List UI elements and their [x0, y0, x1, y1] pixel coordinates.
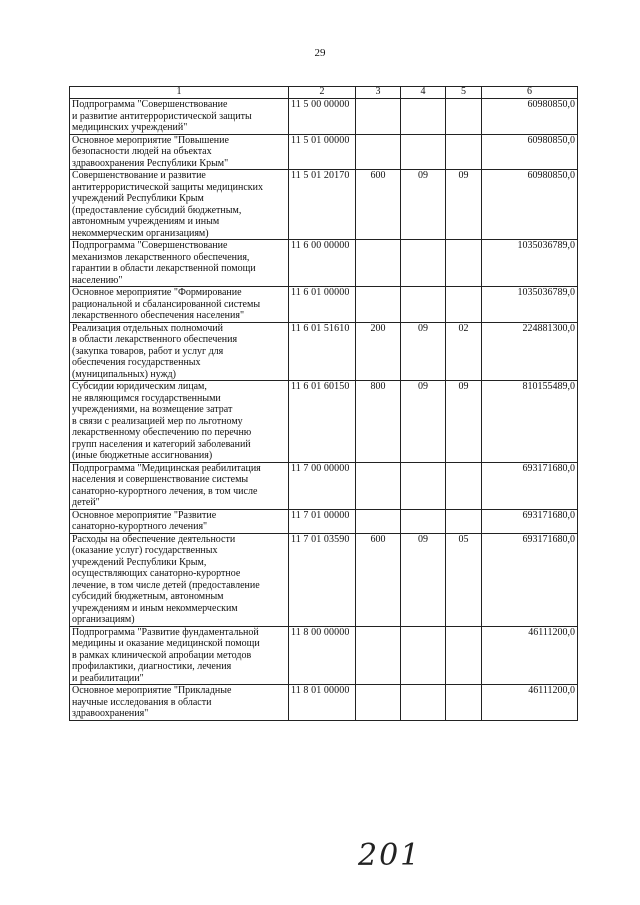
row-col5-cell — [446, 626, 482, 685]
row-code-cell: 11 5 00 00000 — [289, 99, 356, 135]
row-col5-cell — [446, 134, 482, 170]
row-sum-cell: 60980850,0 — [482, 134, 578, 170]
row-name-cell: Подпрограмма "Медицинская реабилитация населения и совершенствование системы санаторно-курортного лечения, в том числе детей" — [70, 462, 289, 509]
row-code-cell: 11 6 01 51610 — [289, 322, 356, 381]
row-col3-cell — [356, 134, 401, 170]
row-code-cell: 11 7 00 00000 — [289, 462, 356, 509]
row-col3-cell: 600 — [356, 533, 401, 626]
row-col4-cell: 09 — [401, 322, 446, 381]
row-sum-cell: 693171680,0 — [482, 462, 578, 509]
row-code-cell: 11 8 00 00000 — [289, 626, 356, 685]
row-col3-cell — [356, 99, 401, 135]
table-row — [70, 685, 578, 721]
row-col3-cell — [356, 509, 401, 533]
row-sum-cell: 1035036789,0 — [482, 240, 578, 287]
row-col3-cell — [356, 240, 401, 287]
row-col4-cell — [401, 240, 446, 287]
row-col5-cell — [446, 99, 482, 135]
row-col5-cell: 09 — [446, 170, 482, 240]
table-row — [70, 170, 578, 240]
row-col3-cell: 200 — [356, 322, 401, 381]
row-sum-cell: 810155489,0 — [482, 381, 578, 463]
row-col4-cell — [401, 134, 446, 170]
row-name-cell: Реализация отдельных полномочий в области лекарственного обеспечения (закупка товаров, работ и услуг для обеспечения государственных (муниципальных) нужд) — [70, 322, 289, 381]
row-sum-cell: 46111200,0 — [482, 685, 578, 721]
table-row — [70, 240, 578, 287]
header-cell: 1 — [70, 87, 289, 99]
table-header-row — [70, 87, 578, 99]
row-code-cell: 11 7 01 00000 — [289, 509, 356, 533]
row-col3-cell — [356, 685, 401, 721]
row-sum-cell: 60980850,0 — [482, 170, 578, 240]
header-cell: 5 — [446, 87, 482, 99]
row-name-cell: Совершенствование и развитие антитеррористической защиты медицинских учреждений Республики Крым (предоставление субсидий бюджетным, автономным учреждениям и иным некоммерческим организациям) — [70, 170, 289, 240]
budget-table — [69, 86, 578, 721]
row-col3-cell: 600 — [356, 170, 401, 240]
row-name-cell: Субсидии юридическим лицам, не являющимся государственными учреждениями, на возмещение затрат в связи с реализацией мер по льготному лекарственному обеспечению по перечню групп населения и категорий заболеваний (иные бюджетные ассигнования) — [70, 381, 289, 463]
row-col5-cell — [446, 287, 482, 323]
row-sum-cell: 46111200,0 — [482, 626, 578, 685]
header-cell: 4 — [401, 87, 446, 99]
table-row — [70, 322, 578, 381]
row-code-cell: 11 6 01 60150 — [289, 381, 356, 463]
row-sum-cell: 693171680,0 — [482, 509, 578, 533]
row-code-cell: 11 5 01 20170 — [289, 170, 356, 240]
row-code-cell: 11 8 01 00000 — [289, 685, 356, 721]
row-col4-cell — [401, 626, 446, 685]
row-name-cell: Подпрограмма "Развитие фундаментальной медицины и оказание медицинской помощи в рамках клинической апробации методов профилактики, диагностики, лечения и реабилитации" — [70, 626, 289, 685]
row-col5-cell — [446, 509, 482, 533]
row-col3-cell — [356, 287, 401, 323]
row-col4-cell: 09 — [401, 533, 446, 626]
row-name-cell: Подпрограмма "Совершенствование механизмов лекарственного обеспечения, гарантии в области лекарственной помощи населению" — [70, 240, 289, 287]
table-row — [70, 99, 578, 135]
row-code-cell: 11 5 01 00000 — [289, 134, 356, 170]
row-code-cell: 11 6 01 00000 — [289, 287, 356, 323]
row-code-cell: 11 7 01 03590 — [289, 533, 356, 626]
header-cell: 2 — [289, 87, 356, 99]
table-body — [70, 99, 578, 721]
row-col4-cell — [401, 509, 446, 533]
row-col3-cell — [356, 462, 401, 509]
row-name-cell: Основное мероприятие "Развитие санаторно-курортного лечения" — [70, 509, 289, 533]
row-sum-cell: 224881300,0 — [482, 322, 578, 381]
row-name-cell: Основное мероприятие "Прикладные научные исследования в области здравоохранения" — [70, 685, 289, 721]
row-col5-cell — [446, 685, 482, 721]
row-col3-cell: 800 — [356, 381, 401, 463]
row-col4-cell: 09 — [401, 381, 446, 463]
table-row — [70, 533, 578, 626]
row-col5-cell — [446, 240, 482, 287]
table-row — [70, 287, 578, 323]
row-col4-cell — [401, 287, 446, 323]
row-col5-cell: 09 — [446, 381, 482, 463]
table-row — [70, 462, 578, 509]
row-col5-cell: 05 — [446, 533, 482, 626]
row-name-cell: Расходы на обеспечение деятельности (оказание услуг) государственных учреждений Республики Крым, осуществляющих санаторно-курортное лечение, в том числе детей (предоставление субсидий бюджетным, автономным учреждениям и иным некоммерческим организациям) — [70, 533, 289, 626]
row-col5-cell: 02 — [446, 322, 482, 381]
row-col5-cell — [446, 462, 482, 509]
row-col4-cell — [401, 99, 446, 135]
row-name-cell: Основное мероприятие "Повышение безопасности людей на объектах здравоохранения Республики Крым" — [70, 134, 289, 170]
row-col4-cell — [401, 462, 446, 509]
page-number: 29 — [314, 47, 326, 59]
row-sum-cell: 60980850,0 — [482, 99, 578, 135]
header-cell: 3 — [356, 87, 401, 99]
row-code-cell: 11 6 00 00000 — [289, 240, 356, 287]
row-name-cell: Основное мероприятие "Формирование рациональной и сбалансированной системы лекарственного обеспечения населения" — [70, 287, 289, 323]
header-cell: 6 — [482, 87, 578, 99]
table-row — [70, 134, 578, 170]
row-col3-cell — [356, 626, 401, 685]
row-col4-cell — [401, 685, 446, 721]
table-row — [70, 626, 578, 685]
handwritten-page-note: 201 — [358, 838, 422, 873]
table-row — [70, 509, 578, 533]
row-name-cell: Подпрограмма "Совершенствование и развитие антитеррористической защиты медицинских учреждений" — [70, 99, 289, 135]
row-sum-cell: 693171680,0 — [482, 533, 578, 626]
row-col4-cell: 09 — [401, 170, 446, 240]
row-sum-cell: 1035036789,0 — [482, 287, 578, 323]
table-row — [70, 381, 578, 463]
